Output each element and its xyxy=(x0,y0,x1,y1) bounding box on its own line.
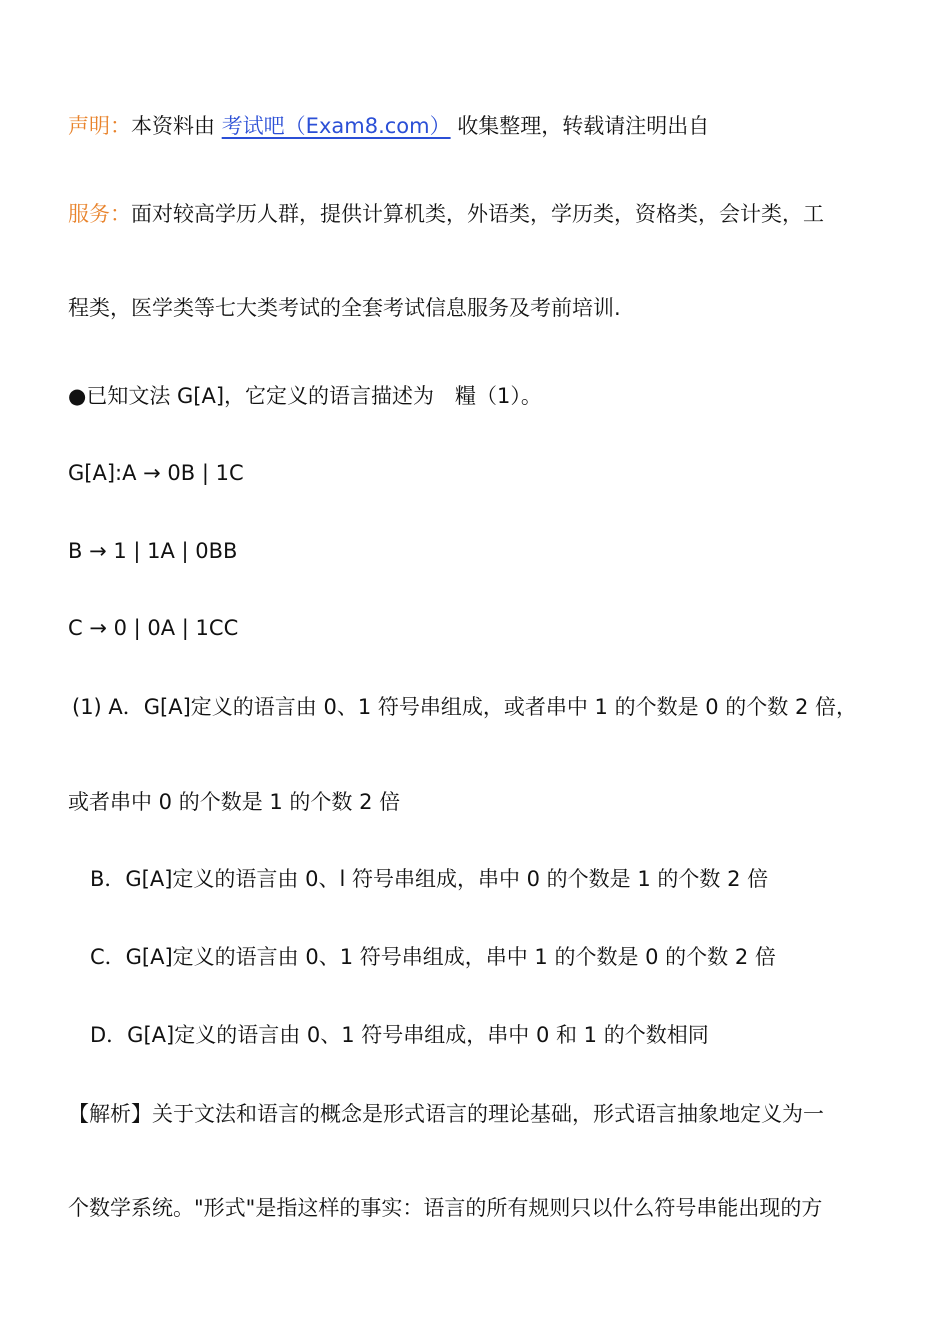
option-b xyxy=(90,865,768,893)
service-text-2: 程类，医学类等七大类考试的全套考试信息服务及考前培训. xyxy=(68,296,621,320)
grammar-rule-2 xyxy=(68,537,237,565)
option-b-text: B．G[A]定义的语言由 0、l 符号串组成，串中 0 的个数是 1 的个数 2 倍 xyxy=(90,867,769,891)
question-stem-text: ●已知文法 G[A]，它定义的语言描述为 糧（1）。 xyxy=(68,384,542,408)
option-c-text: C．G[A]定义的语言由 0、1 符号串组成，串中 1 的个数是 0 的个数 2 倍 xyxy=(90,945,776,969)
option-c xyxy=(90,943,776,971)
service-line-1 xyxy=(68,200,824,228)
option-a-text-1: (1) A．G[A]定义的语言由 0、1 符号串组成，或者串中 1 的个数是 0 的个数 2 倍， xyxy=(72,695,858,719)
question-stem xyxy=(68,382,542,410)
service-text-1: 面对较高学历人群，提供计算机类，外语类，学历类，资格类，会计类，工 xyxy=(131,202,824,226)
grammar-rule-3-text: C → 0 | 0A | 1CC xyxy=(68,616,239,640)
grammar-rule-3 xyxy=(68,614,238,642)
service-line-2 xyxy=(68,294,621,322)
option-a-text-2: 或者串中 0 的个数是 1 的个数 2 倍 xyxy=(68,790,401,814)
grammar-rule-1 xyxy=(68,459,244,487)
grammar-rule-2-text: B → 1 | 1A | 0BB xyxy=(68,539,238,563)
analysis-line-2 xyxy=(68,1194,822,1222)
service-label: 服务： xyxy=(68,202,131,226)
option-d xyxy=(90,1021,709,1049)
analysis-line-1 xyxy=(68,1100,824,1128)
grammar-rule-1-text: G[A]:A → 0B | 1C xyxy=(68,461,244,485)
notice-line xyxy=(68,112,709,140)
notice-post-text: 收集整理，转载请注明出自 xyxy=(457,114,710,138)
option-a-line-2 xyxy=(68,788,400,816)
analysis-text-1: 【解析】关于文法和语言的概念是形式语言的理论基础，形式语言抽象地定义为一 xyxy=(68,1102,824,1126)
analysis-text-2: 个数学系统。"形式"是指这样的事实：语言的所有规则只以什么符号串能出现的方 xyxy=(68,1196,823,1220)
exam8-link[interactable]: 考试吧（Exam8.com） xyxy=(221,114,451,138)
option-a-line-1 xyxy=(72,693,857,721)
notice-pre-text: 本资料由 xyxy=(131,114,215,138)
notice-label: 声明： xyxy=(68,114,131,138)
option-d-text: D．G[A]定义的语言由 0、1 符号串组成，串中 0 和 1 的个数相同 xyxy=(90,1023,709,1047)
